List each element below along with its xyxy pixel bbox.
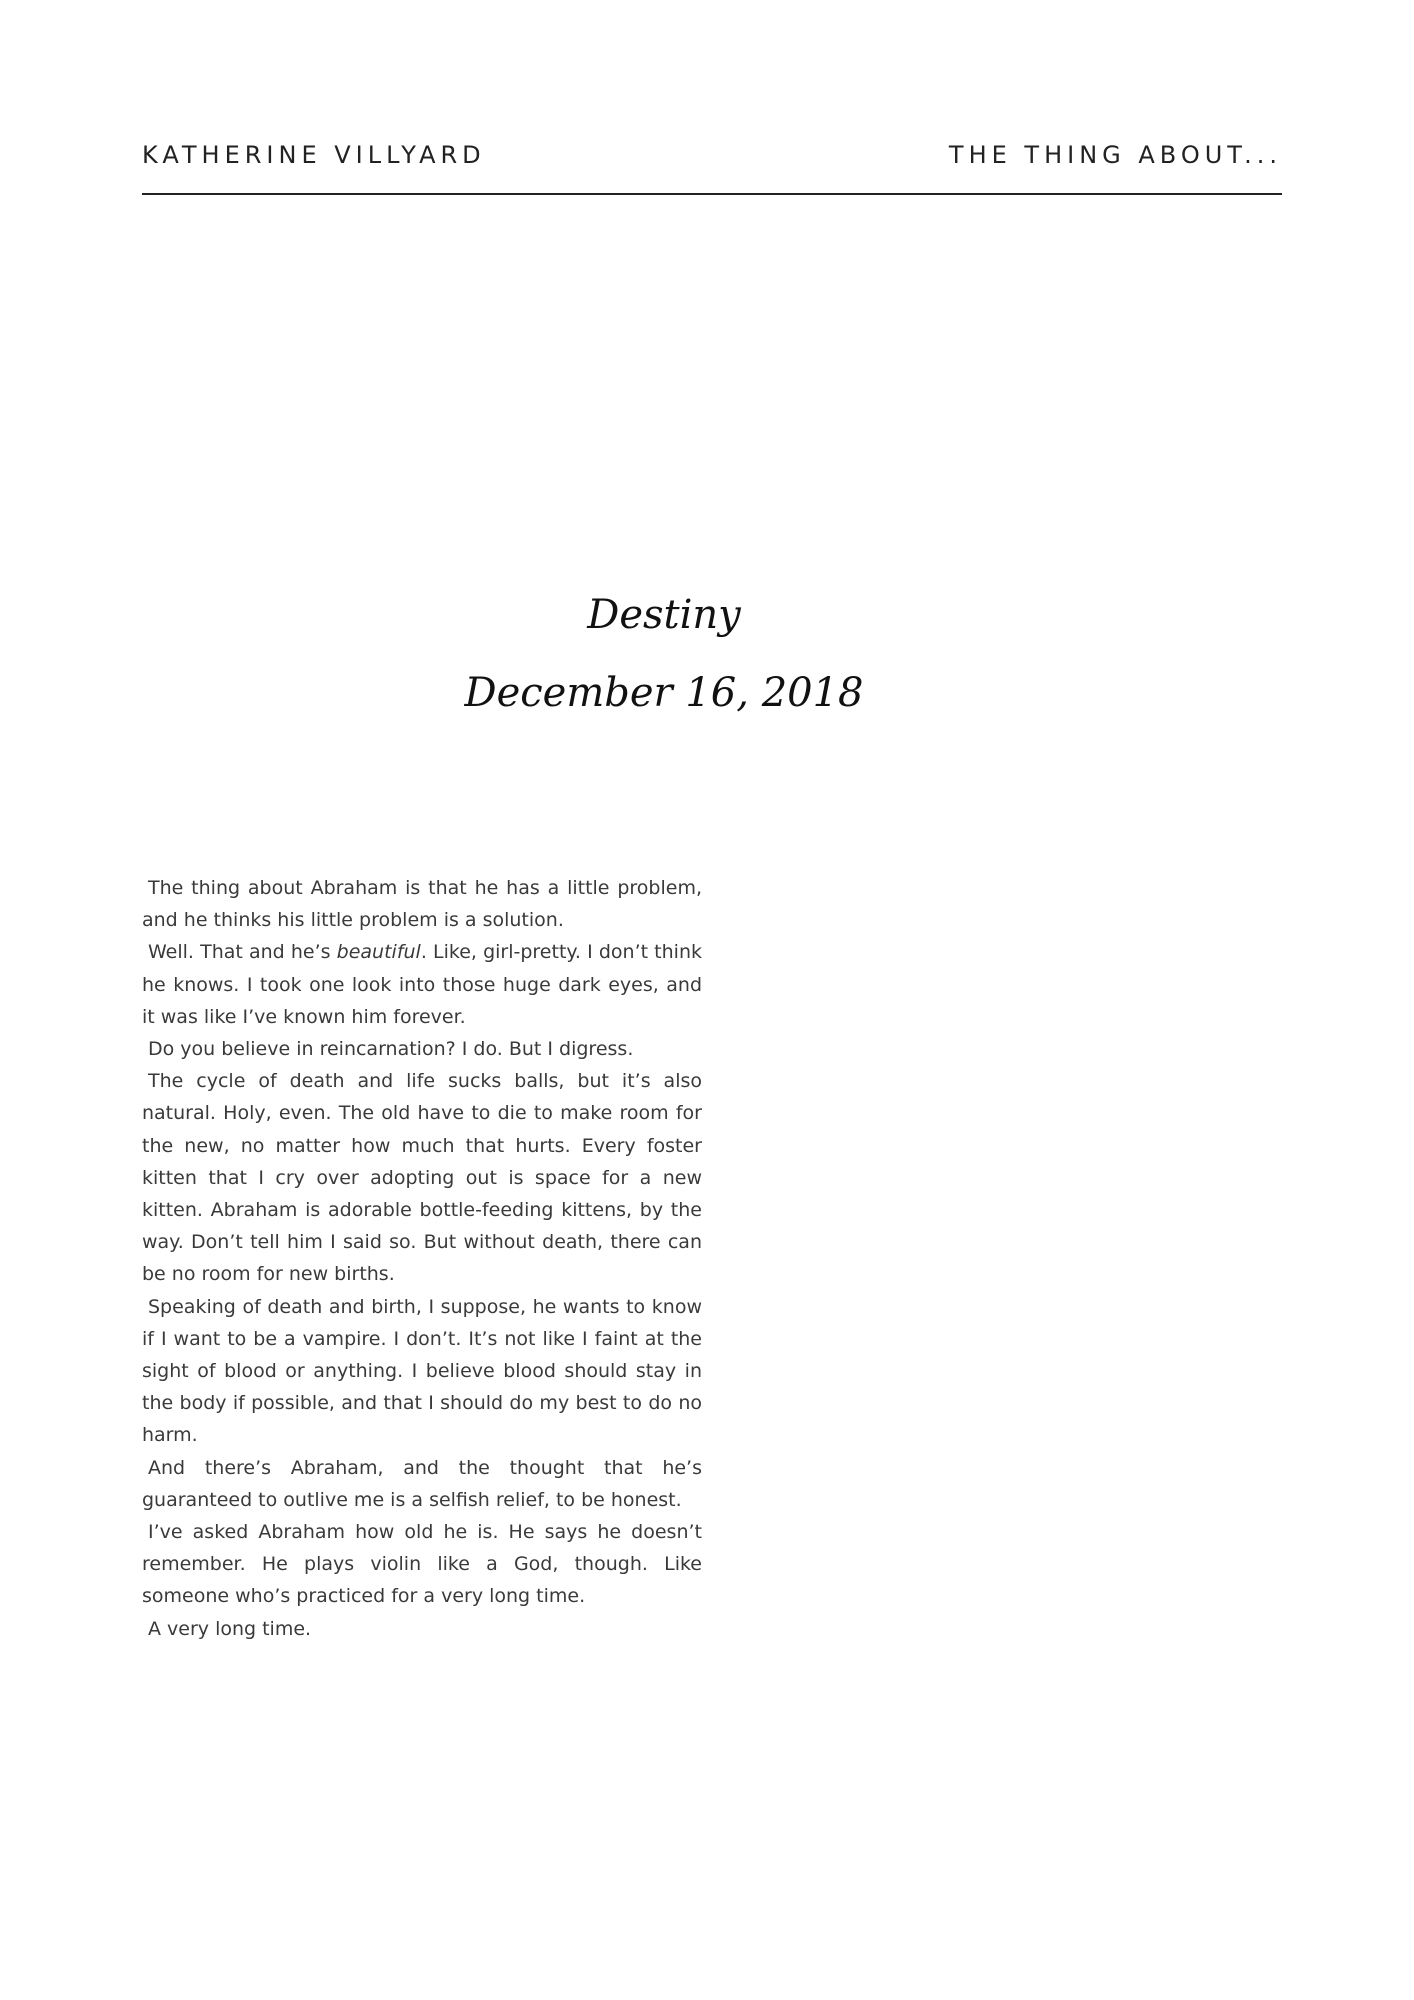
emphasized-word: beautiful xyxy=(336,941,421,964)
paragraph-text: Well. That and he’s xyxy=(148,941,337,964)
header-divider xyxy=(142,193,1282,195)
book-title: THE THING ABOUT... xyxy=(948,141,1282,169)
paragraph: The thing about Abraham is that he has a little problem, and he thinks his little problem is a solution. xyxy=(142,877,702,932)
paragraph: And there’s Abraham, and the thought that he’s guaranteed to outlive me is a selfish relief, to be honest. xyxy=(142,1456,702,1511)
paragraph-text: . Like, girl-pretty. I don’t think he knows. I took one look into those huge dark eyes, and it was like I’ve known him forever. xyxy=(142,941,702,1028)
chapter-body xyxy=(142,872,702,1645)
paragraph: Speaking of death and birth, I suppose, he wants to know if I want to be a vampire. I don’t. It’s not like I faint at the sight of blood or anything. I believe blood should stay in the body if possible, and that I should do my best to do no harm. xyxy=(142,1295,702,1447)
chapter-date: December 16, 2018 xyxy=(464,670,864,716)
paragraph: A very long time. xyxy=(148,1617,312,1640)
chapter-title: Destiny xyxy=(587,592,741,638)
paragraph: Do you believe in reincarnation? I do. But I digress. xyxy=(148,1038,634,1061)
chapter-heading xyxy=(0,585,1328,723)
author-name: KATHERINE VILLYARD xyxy=(142,141,486,169)
paragraph: I’ve asked Abraham how old he is. He says he doesn’t remember. He plays violin like a God, though. Like someone who’s practiced for a very long time. xyxy=(142,1521,702,1608)
paragraph xyxy=(142,936,702,1033)
page-header xyxy=(142,138,1282,172)
paragraph: The cycle of death and life sucks balls, but it’s also natural. Holy, even. The old have to die to make room for the new, no matter how much that hurts. Every foster kitten that I cry over adopting out is space for a new kitten. Abraham is adorable bottle-feeding kittens, by the way. Don’t tell him I said so. But without death, there can be no room for new births. xyxy=(142,1070,702,1286)
